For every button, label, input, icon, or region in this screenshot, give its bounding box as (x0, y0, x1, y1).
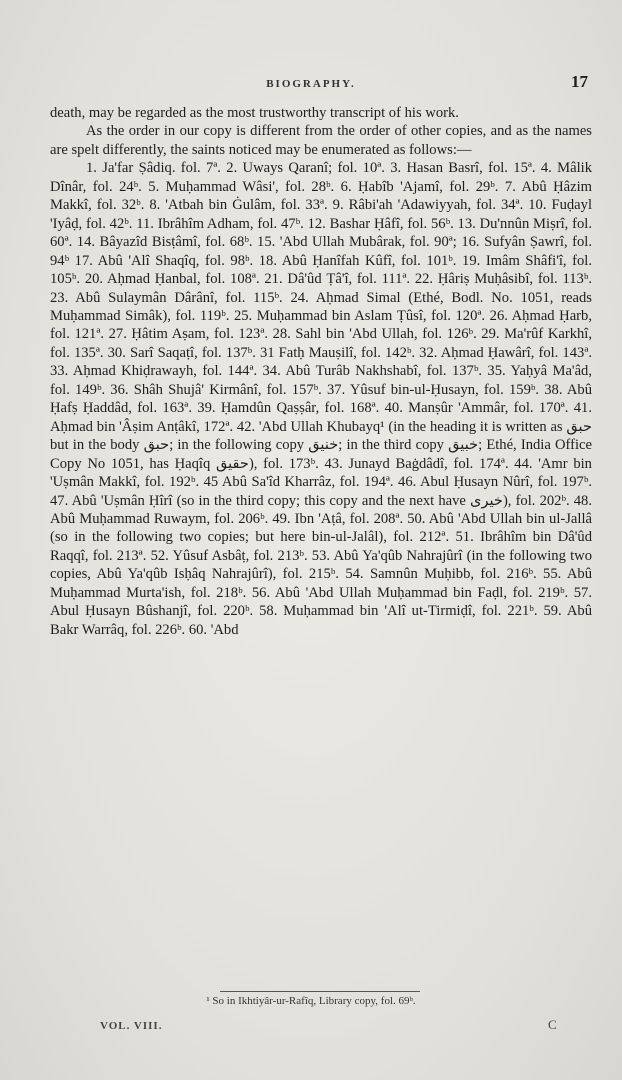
page-header (0, 72, 622, 96)
paragraph-1: death, may be regarded as the most trustworthy transcript of his work. (50, 105, 459, 121)
page-number: 17 (571, 72, 588, 91)
signature-mark: C (548, 1017, 557, 1032)
running-title: BIOGRAPHY. (266, 78, 356, 90)
body-text (50, 104, 592, 639)
footnote-rule (220, 991, 420, 992)
saints-list-paragraph: 1. Ja'far Ṣâdiq. fol. 7ª. 2. Uways Qaranî; fol. 10ª. 3. Hasan Basrî, fol. 15ª. 4. Mâlik Dînâr, fol. 24ᵇ. 5. Muḥammad Wâsi', fol. 28ᵇ. 6. Ḥabîb 'Ajamî, fol. 29ᵇ. 7. Abû Ḥâzim Makkî, fol. 32ᵇ. 8. 'Atbah bin Ġulâm, fol. 33ª. 9. Râbi'ah 'Adawiyyah, fol. 34ª. 10. Fuḍayl 'Iyâḍ, fol. 42ᵇ. 11. Ibrâhîm Adham, fol. 47ᵇ. 12. Bashar Ḥâfî, fol. 56ᵇ. 13. Du'nnûn Miṣrî, fol. 60ª. 14. Bâyazîd Bisṭâmî, fol. 68ᵇ. 15. 'Abd Ullah Mubârak, fol. 90ª; 16. Sufyân Ṣawrî, fol. 94ᵇ 17. Abû 'Alî Shaqîq, fol. 98ᵇ. 18. Abû Ḥanîfah Kûfî, fol. 101ᵇ. 19. Imâm Shâfi'î, fol. 105ᵇ. 20. Aḥmad Ḥanbal, fol. 108ª. 21. Dâ'ûd Ṭâ'î, fol. 111ª. 22. Ḥâriṣ Muḥâsibî, fol. 113ᵇ. 23. Abû Sulaymân Dârânî, fol. 115ᵇ. 24. Aḥmad Simal (Ethé, Bodl. No. 1051, reads Muḥammad Simâk), fol. 119ᵇ. 25. Muḥammad bin Aslam Ṭûsî, fol. 120ª. 26. Aḥmad Ḥarb, fol. 121ª. 27. Ḥâtim Aṣam, fol. 123ª. 28. Sahl bin 'Abd Ullah, fol. 126ᵇ. 29. Ma'rûf Karkhî, fol. 135ª. 30. Sarî Saqaṭî, fol. 137ᵇ. 31 Fatḥ Mauṣilî, fol. 142ᵇ. 32. Aḥmad Ḥawârî, fol. 143ª. 33. Aḥmad Khiḍrawayh, fol. 144ª. 34. Abû Turâb Nakhshabî, fol. 137ᵇ. 35. Yaḥyâ Ma'âd, fol. 149ᵇ. 36. Shâh Shujâ' Kirmânî, fol. 157ᵇ. 37. Yûsuf bin-ul-Ḥusayn, fol. 159ᵇ. 38. Abû Ḥafṣ Ḥaddâd, fol. 163ª. 39. Ḥamdûn Qaṣṣâr, fol. 168ª. 40. Manṣûr 'Ammâr, fol. 170ª. 41. Aḥmad bin 'Âṣim Anṭâkî, 172ª. 42. 'Abd Ullah Khubayq¹ (in the heading it is written as حبق but in the body حبق; in the following copy خنيق; in the third copy خبيق; Ethé, India Office Copy No 1051, has Ḥaqîq حقيق), fol. 173ᵇ. 43. Junayd Baġdâdî, fol. 174ª. 44. 'Amr bin 'Uṣmân Makkî, fol. 192ᵇ. 45 Abû Sa'îd Kharrâz, fol. 194ª. 46. Abul Ḥusayn Nûrî, fol. 197ᵇ. 47. Abû 'Uṣmân Ḥîrî (so in the third copy; this copy and the next have خيرى), fol. 202ᵇ. 48. Abû Muḥammad Ruwaym, fol. 206ᵇ. 49. Ibn 'Aṭâ, fol. 208ª. 50. Abû 'Abd Ullah bin ul-Jallâ (so in the following two copies; but here bin-ul-Jalâl), fol. 212ª. 51. Ibrâhîm bin Dâ'ûd Raqqî, fol. 213ª. 52. Yûsuf Asbâṭ, fol. 213ᵇ. 53. Abû Ya'qûb Nahrajûrî (in the following two copies, Abû Ya'qûb Isḥâq Nahrajûrî), fol. 215ᵇ. 54. Samnûn Muḥibb, fol. 216ᵇ. 55. Abû Muḥammad Murta'ish, fol. 218ᵇ. 56. Abû 'Abd Ullah Muḥammad bin Faḍl, fol. 219ᵇ. 57. Abul Ḥusayn Bûshanjî, fol. 220ᵇ. 58. Muḥammad bin 'Alî ut-Tirmiḍî, fol. 221ᵇ. 59. Abû Bakr Warrâq, fol. 226ᵇ. 60. 'Abd (50, 160, 592, 638)
footnote: ¹ So in Ikhtiyâr-ur-Rafîq, Library copy, fol. 69ᵇ. (206, 995, 416, 1007)
paragraph-2: As the order in our copy is different from the order of other copies, and as the names are spelt differently, the saints noticed may be enumerated as follows:— (50, 123, 592, 158)
volume-label: VOL. VIII. (100, 1020, 163, 1032)
